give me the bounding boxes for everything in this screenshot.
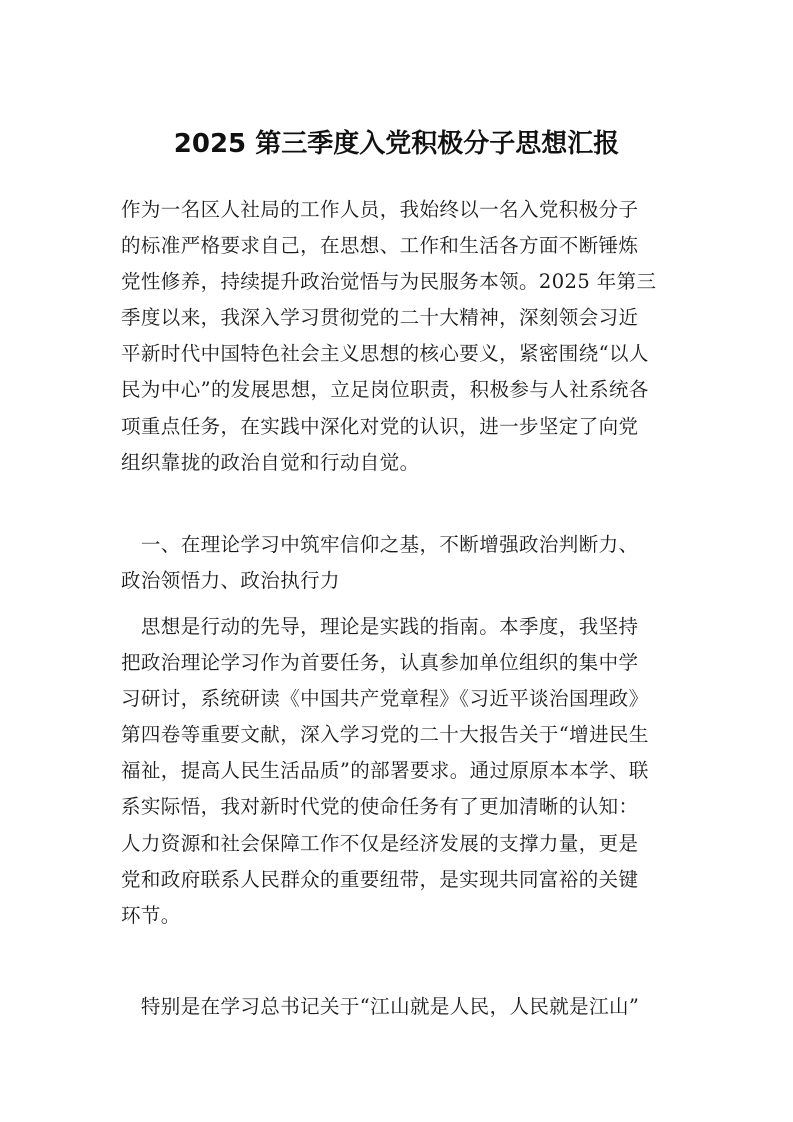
paragraph-line: 党和政府联系人民群众的重要纽带，是实现共同富裕的关键: [121, 867, 639, 891]
paragraph-line: 把政治理论学习作为首要任务，认真参加单位组织的集中学: [121, 651, 639, 675]
heading-line: 一、在理论学习中筑牢信仰之基，不断增强政治判断力、: [121, 533, 639, 556]
paragraph-line: 平新时代中国特色社会主义思想的核心要义，紧密围绕“以人: [121, 342, 649, 366]
theory-study-paragraph: [121, 609, 681, 934]
intro-paragraph: [121, 192, 681, 481]
paragraph-line: 作为一名区人社局的工作人员，我始终以一名入党积极分子: [121, 198, 639, 221]
paragraph-line: 的标准严格要求自己，在思想、工作和生活各方面不断锤炼: [121, 234, 639, 258]
paragraph-line: 环节。: [121, 903, 181, 927]
section-heading: [121, 527, 681, 599]
paragraph-line: 习研讨，系统研读《中国共产党章程》《习近平谈治国理政》: [121, 687, 649, 711]
paragraph-line: 福祉，提高人民生活品质”的部署要求。通过原原本本学、联: [121, 759, 649, 783]
document-title: 2025 第三季度入党积极分子思想汇报: [173, 129, 620, 159]
heading-line: 政治领悟力、政治执行力: [121, 569, 340, 593]
paragraph-line: 民为中心”的发展思想，立足岗位职责，积极参与人社系统各: [121, 378, 649, 402]
special-study-paragraph: [121, 989, 681, 1025]
paragraph-line: 第四卷等重要文献，深入学习党的二十大报告关于“增进民生: [121, 723, 649, 747]
paragraph-line: 系实际悟，我对新时代党的使命任务有了更加清晰的认知：: [121, 795, 639, 819]
paragraph-line: 人力资源和社会保障工作不仅是经济发展的支撑力量，更是: [121, 831, 639, 855]
paragraph-line: 党性修养，持续提升政治觉悟与为民服务本领。2025 年第三: [121, 270, 657, 294]
paragraph-line: 思想是行动的先导，理论是实践的指南。本季度，我坚持: [121, 615, 639, 638]
paragraph-line: 项重点任务，在实践中深化对党的认识，进一步坚定了向党: [121, 414, 639, 438]
paragraph-line: 季度以来，我深入学习贯彻党的二十大精神，深刻领会习近: [121, 306, 639, 330]
paragraph-line: 组织靠拢的政治自觉和行动自觉。: [121, 450, 420, 474]
paragraph-line: 特别是在学习总书记关于“江山就是人民，人民就是江山”: [121, 995, 640, 1018]
